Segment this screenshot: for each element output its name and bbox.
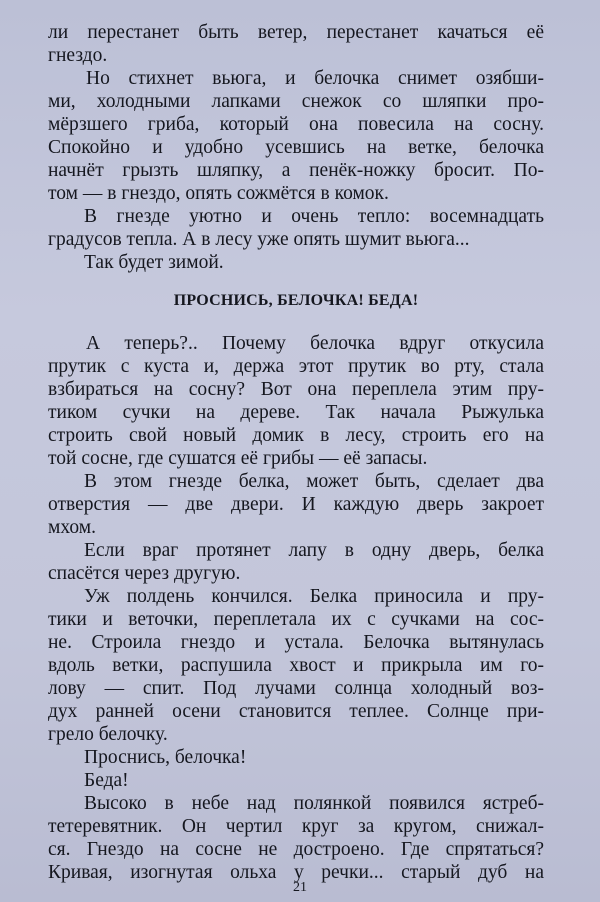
text-line: не. Строила гнездо и устала. Белочка вытянулась bbox=[48, 632, 544, 653]
text-line: Так будет зимой. bbox=[84, 252, 224, 273]
text-line: взбираться на сосну? Вот она переплела этим пру- bbox=[48, 379, 544, 400]
text-line: ми, холодными лапками снежок со шляпки про- bbox=[48, 91, 544, 112]
text-line: мёрзшего гриба, который она повесила на сосну. bbox=[48, 114, 544, 135]
text-line: начнёт грызть шляпку, а пенёк-ножку бросит. По- bbox=[48, 160, 544, 181]
text-line: грело белочку. bbox=[48, 724, 168, 745]
text-line: ли перестанет быть ветер, перестанет качаться её bbox=[48, 22, 544, 43]
text-line: вдоль ветки, распушила хвост и прикрыла им го- bbox=[48, 655, 544, 676]
text-line: прутик с куста и, держа этот прутик во рту, стала bbox=[48, 356, 544, 377]
text-line: лову — спит. Под лучами солнца холодный воз- bbox=[48, 678, 544, 699]
text-line: градусов тепла. А в лесу уже опять шумит вьюга... bbox=[48, 229, 470, 250]
text-line: том — в гнездо, опять сожмётся в комок. bbox=[48, 183, 389, 204]
text-line: мхом. bbox=[48, 517, 96, 538]
text-line: гнездо. bbox=[48, 45, 108, 66]
text-line: строить свой новый домик в лесу, строить его на bbox=[48, 425, 544, 446]
text-line: Спокойно и удобно усевшись на ветке, белочка bbox=[48, 137, 544, 158]
text-line: спасётся через другую. bbox=[48, 563, 241, 584]
text-line: Высоко в небе над полянкой появился ястреб- bbox=[84, 793, 544, 814]
text-line: ся. Гнездо на сосне не достроено. Где спрятаться? bbox=[48, 839, 544, 860]
page-number: 21 bbox=[293, 880, 307, 895]
text-line: тетеревятник. Он чертил круг за кругом, снижал- bbox=[48, 816, 544, 837]
text-line: Уж полдень кончился. Белка приносила и пру- bbox=[84, 586, 544, 607]
text-line: той сосне, где сушатся её грибы — её запасы. bbox=[48, 448, 428, 469]
text-line: В этом гнезде белка, может быть, сделает два bbox=[84, 471, 544, 492]
text-line: тики и веточки, переплетала их с сучками на сос- bbox=[48, 609, 544, 630]
text-line: тиком сучки на дереве. Так начала Рыжулька bbox=[48, 402, 544, 423]
text-line: Кривая, изогнутая ольха у речки... старый дуб на bbox=[48, 862, 544, 883]
text-line: Если враг протянет лапу в одну дверь, белка bbox=[84, 540, 544, 561]
text-line: А теперь?.. Почему белочка вдруг откусила bbox=[86, 333, 544, 354]
text-line: Беда! bbox=[84, 770, 129, 791]
text-line: Но стихнет вьюга, и белочка снимет озябши- bbox=[86, 68, 544, 89]
text-line: отверстия — две двери. И каждую дверь закроет bbox=[48, 494, 544, 515]
text-line: В гнезде уютно и очень тепло: восемнадцать bbox=[84, 206, 544, 227]
chapter-heading: ПРОСНИСЬ, БЕЛОЧКА! БЕДА! bbox=[173, 292, 419, 309]
text-line: дух ранней осени становится теплее. Солнце при- bbox=[48, 701, 544, 722]
text-line: Проснись, белочка! bbox=[84, 747, 247, 768]
